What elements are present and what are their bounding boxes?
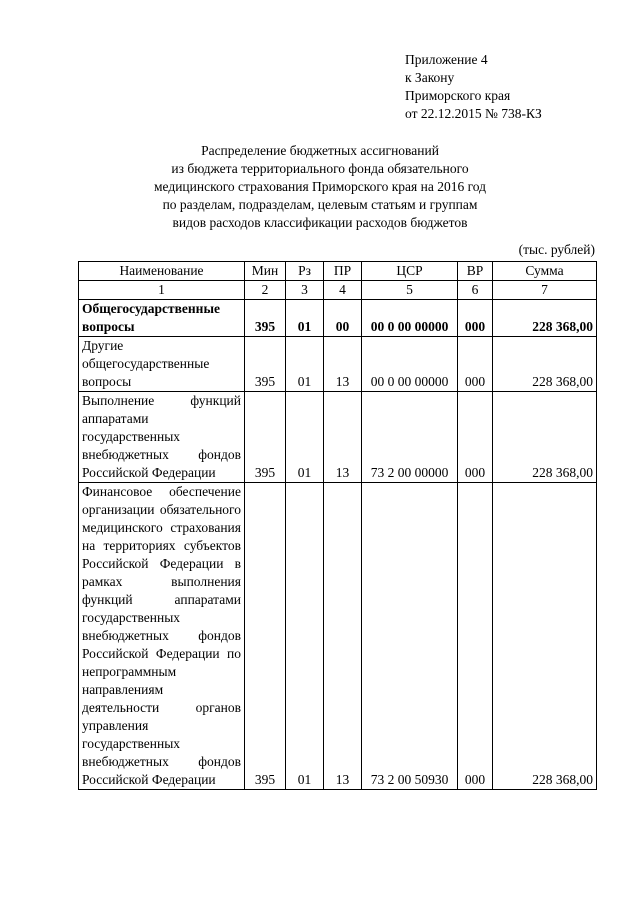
row-name: Общегосударственные вопросы	[79, 300, 245, 337]
title-line: из бюджета территориального фонда обязательного	[171, 161, 469, 176]
table-row	[79, 300, 597, 337]
row-vr: 000	[458, 483, 493, 790]
column-number-row	[79, 281, 597, 300]
column-header-sum: Сумма	[493, 262, 597, 281]
column-number: 1	[79, 281, 245, 300]
row-csr: 73 2 00 50930	[362, 483, 458, 790]
row-rz: 01	[286, 392, 324, 483]
column-number: 3	[286, 281, 324, 300]
title-line: по разделам, подразделам, целевым статьям и группам	[162, 197, 478, 212]
row-min: 395	[245, 483, 286, 790]
row-sum: 228 368,00	[493, 392, 597, 483]
row-name: Другие общегосударственные вопросы	[79, 337, 245, 392]
document-title	[100, 142, 540, 232]
row-name: Финансовое обеспечение организации обязательного медицинского страхования на территориях субъектов Российской Федерации в рамках выполнения функций аппаратами государственных внебюджетных фондов Российской Федерации по непрограммным направлениям деятельности органов управления государственных внебюджетных фондов Российской Федерации	[79, 483, 245, 790]
column-number: 6	[458, 281, 493, 300]
appendix-line: к Закону	[405, 70, 455, 85]
row-vr: 000	[458, 392, 493, 483]
row-sum: 228 368,00	[493, 300, 597, 337]
row-vr: 000	[458, 300, 493, 337]
row-csr: 73 2 00 00000	[362, 392, 458, 483]
column-header-min: Мин	[245, 262, 286, 281]
appendix-line: от 22.12.2015 № 738-КЗ	[405, 106, 542, 121]
appendix-line: Приложение 4	[405, 52, 488, 67]
row-csr: 00 0 00 00000	[362, 300, 458, 337]
row-sum: 228 368,00	[493, 483, 597, 790]
budget-table	[78, 261, 597, 790]
column-header-vr: ВР	[458, 262, 493, 281]
table-row	[79, 337, 597, 392]
column-number: 7	[493, 281, 597, 300]
appendix-line: Приморского края	[405, 88, 511, 103]
row-pr: 13	[324, 337, 362, 392]
row-sum: 228 368,00	[493, 337, 597, 392]
row-rz: 01	[286, 483, 324, 790]
table-row	[79, 483, 597, 790]
column-header-pr: ПР	[324, 262, 362, 281]
row-vr: 000	[458, 337, 493, 392]
column-header-rz: Рз	[286, 262, 324, 281]
column-number: 4	[324, 281, 362, 300]
row-pr: 13	[324, 483, 362, 790]
column-number: 5	[362, 281, 458, 300]
column-number: 2	[245, 281, 286, 300]
row-rz: 01	[286, 300, 324, 337]
title-line: видов расходов классификации расходов бюджетов	[172, 215, 468, 230]
column-header-csr: ЦСР	[362, 262, 458, 281]
appendix-block	[405, 51, 542, 123]
row-pr: 00	[324, 300, 362, 337]
units-label: (тыс. рублей)	[518, 242, 595, 257]
title-line: Распределение бюджетных ассигнований	[201, 143, 439, 158]
row-rz: 01	[286, 337, 324, 392]
row-pr: 13	[324, 392, 362, 483]
title-line: медицинского страхования Приморского края на 2016 год	[153, 179, 487, 194]
table-header-row	[79, 262, 597, 281]
row-min: 395	[245, 300, 286, 337]
column-header-name: Наименование	[79, 262, 245, 281]
row-min: 395	[245, 392, 286, 483]
row-csr: 00 0 00 00000	[362, 337, 458, 392]
row-name: Выполнение функций аппаратами государственных внебюджетных фондов Российской Федерации	[79, 392, 245, 483]
row-min: 395	[245, 337, 286, 392]
table-row	[79, 392, 597, 483]
